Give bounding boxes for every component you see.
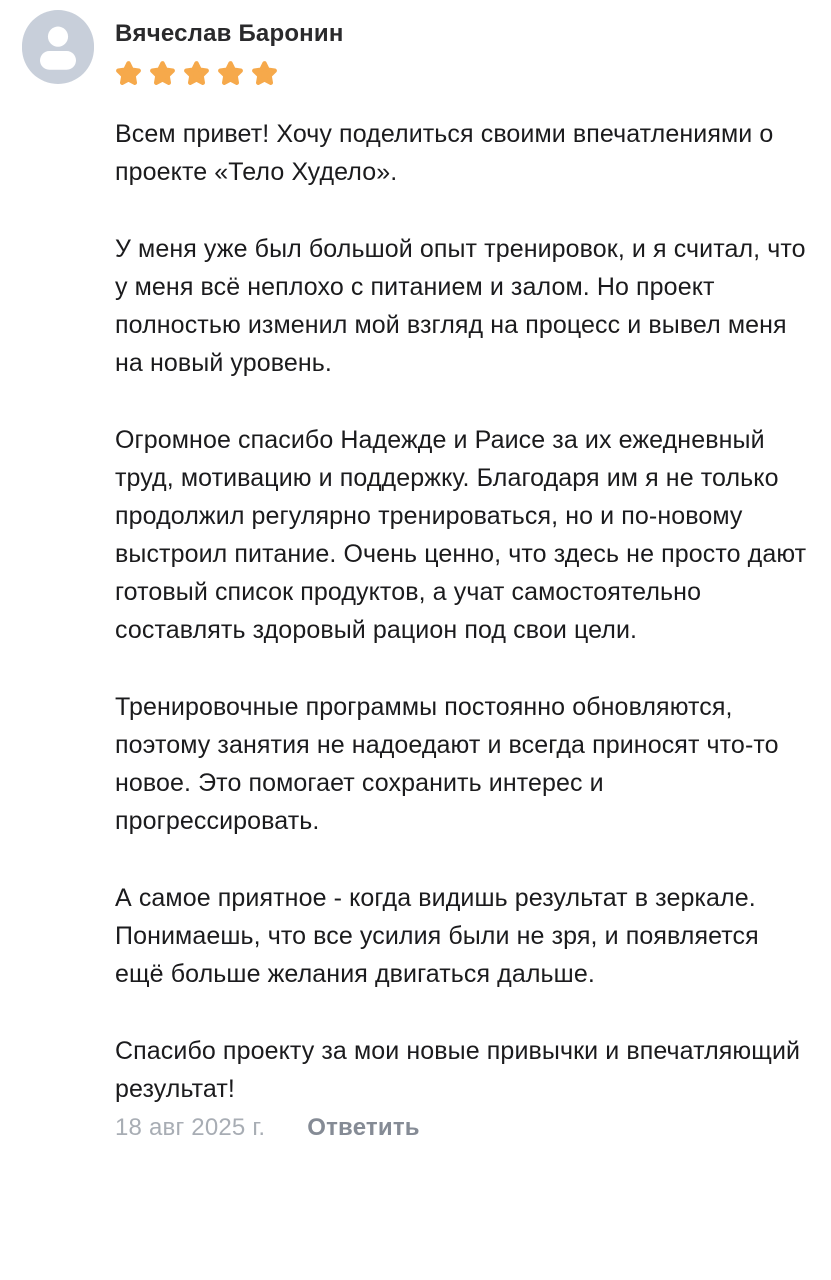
person-icon (22, 10, 94, 87)
review-paragraph: У меня уже был большой опыт тренировок, и я считал, что у меня всё неплохо с питанием и залом. Но проект полностью изменил мой взгляд на процесс и вывел меня на новый уровень. (115, 235, 806, 377)
review-footer (115, 1114, 805, 1142)
reply-button[interactable]: Ответить (307, 1114, 420, 1141)
review-paragraph: Тренировочные программы постоянно обновляются, поэтому занятия не надоедают и всегда приносят что-то новое. Это помогает сохранить интерес и прогрессировать. (115, 693, 779, 835)
header-text (115, 12, 344, 87)
review-paragraph: А самое приятное - когда видишь результат в зеркале. Понимаешь, что все усилия были не зря, и появляется ещё больше желания двигаться дальше. (115, 884, 759, 988)
rating-stars (115, 60, 344, 87)
avatar (22, 12, 94, 84)
review-paragraph: Огромное спасибо Надежде и Раисе за их ежедневный труд, мотивацию и поддержку. Благодаря им я не только продолжил регулярно тренироваться, но и по-новому выстроил питание. Очень ценно, что здесь не просто дают готовый список продуктов, а учат самостоятельно составлять здоровый рацион под свои цели. (115, 426, 807, 644)
author-name: Вячеслав Баронин (115, 20, 344, 47)
star-icon (115, 60, 142, 87)
review-paragraph: Всем привет! Хочу поделиться своими впечатлениями о проекте «Тело Худело». (115, 120, 774, 186)
review-date: 18 авг 2025 г. (115, 1114, 266, 1141)
star-icon (183, 60, 210, 87)
star-icon (251, 60, 278, 87)
review-header (22, 12, 805, 87)
star-icon (217, 60, 244, 87)
review-paragraph: Спасибо проекту за мои новые привычки и впечатляющий результат! (115, 1037, 801, 1103)
star-icon (149, 60, 176, 87)
review-text (115, 115, 809, 1108)
